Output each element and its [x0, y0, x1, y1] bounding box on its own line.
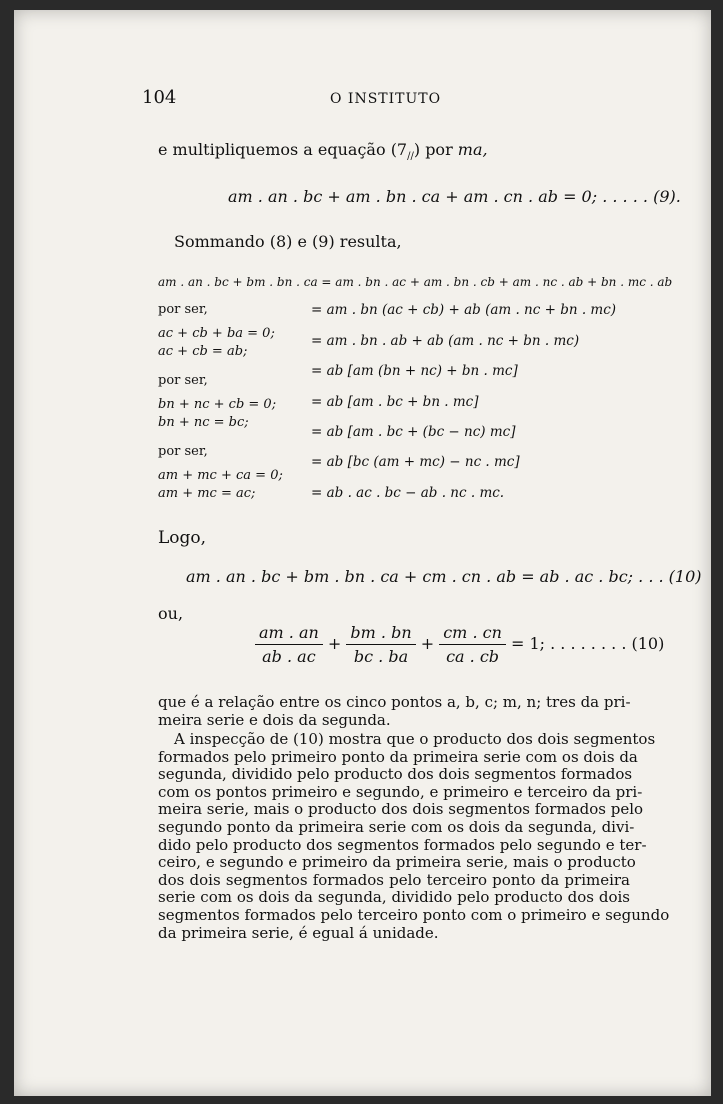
text-line: dos dois segmentos formados pelo terceiro ponto da primeira [158, 870, 630, 889]
derivation-left-line: am + mc = ac; [158, 486, 256, 501]
text-line: segmentos formados pelo terceiro ponto com o primeiro e segundo [158, 905, 670, 924]
logo-line: Logo, [158, 528, 207, 548]
derivation-left-line: bn + nc = bc; [158, 415, 249, 430]
derivation-right-line: = ab [am . bc + (bc − nc) mc] [311, 424, 516, 440]
derivation-right-line: = am . bn . ab + ab (am . nc + bn . mc) [311, 333, 580, 349]
text-line: segunda, dividido pelo producto dos dois segmentos formados [158, 765, 633, 784]
derivation-right-line: = ab . ac . bc − ab . nc . mc. [311, 485, 505, 501]
text-line: que é a relação entre os cinco pontos a, b, c; m, n; tres da pri- [158, 693, 631, 711]
derivation-left-line: por ser, [158, 302, 208, 317]
paragraph-inspection [158, 730, 670, 942]
page-number: 104 [142, 87, 177, 108]
derivation-left-line: am + mc + ca = 0; [158, 468, 283, 483]
derivation-left-line: por ser, [158, 444, 208, 459]
fraction-2: $\frac{bm . bn}{bc . ba}$ [346, 623, 415, 666]
paragraph-relation [158, 694, 630, 729]
text-line: dido pelo producto dos segmentos formados pelo segundo e ter- [158, 835, 647, 854]
derivation-left-line: ac + cb = ab; [158, 344, 248, 359]
text-line: A inspecção de (10) mostra que o producto dos dois segmentos [174, 730, 656, 748]
running-head: O INSTITUTO [330, 91, 442, 107]
equation-10b: $\frac{am . an}{ab . ac}$ + $\frac{bm . bn}{bc . ba}$ + $\frac{cm . cn}{ca . cb}$ = 1; . . . . . . . . (10) [255, 623, 664, 666]
text-line: ceiro, e segundo e primeiro da primeira serie, mais o producto [158, 853, 636, 872]
derivation-left-line: ac + cb + ba = 0; [158, 326, 275, 341]
derivation-first-line: am . an . bc + bm . bn . ca = am . bn . ac + am . bn . cb + am . nc . ab + bn . mc . ab [158, 275, 673, 289]
text-line: formados pelo primeiro ponto da primeira serie com os dois da [158, 747, 638, 766]
text-line: segundo ponto da primeira serie com os dois da segunda, divi- [158, 817, 635, 836]
text-line: com os pontos primeiro e segundo, e primeiro e terceiro da pri- [158, 782, 643, 801]
intro-line: e multipliquemos a equação $(7_{//})$ por ma, [158, 140, 488, 163]
sommando-line: Sommando (8) e (9) resulta, [174, 232, 402, 251]
derivation-right-line: = ab [bc (am + mc) − nc . mc] [311, 454, 520, 470]
ou-line: ou, [158, 604, 184, 623]
text-line: meira serie e dois da segunda. [158, 710, 391, 729]
derivation-right-line: = am . bn (ac + cb) + ab (am . nc + bn . mc) [311, 302, 617, 318]
derivation-right-line: = ab [am . bc + bn . mc] [311, 394, 479, 410]
equation-10a: am . an . bc + bm . bn . ca + cm . cn . ab = ab . ac . bc; . . . (10) [186, 567, 702, 586]
text-line: serie com os dois da segunda, dividido pelo producto dos dois [158, 888, 630, 907]
text-line: meira serie, mais o producto dos dois segmentos formados pelo [158, 800, 644, 819]
derivation-right-line: = ab [am (bn + nc) + bn . mc] [311, 363, 518, 379]
derivation-left-line: por ser, [158, 373, 208, 388]
fraction-3: $\frac{cm . cn}{ca . cb}$ [439, 623, 506, 666]
equation-9: am . an . bc + am . bn . ca + am . cn . ab = 0; . . . . . (9). [228, 187, 681, 206]
derivation-left-line: bn + nc + cb = 0; [158, 397, 277, 412]
fraction-1: $\frac{am . an}{ab . ac}$ [255, 623, 323, 666]
text-line: da primeira serie, é egual á unidade. [158, 923, 439, 942]
